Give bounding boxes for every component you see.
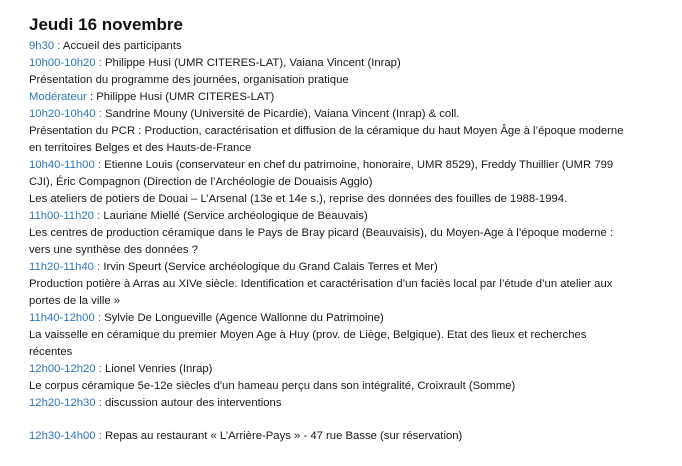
session-description: Les centres de production céramique dans le Pays de Bray picard (Beauvaisis), du Moyen-Age à l’époque moderne : vers une synthèse des données ? xyxy=(29,227,614,256)
session-text: Irvin Speurt (Service archéologique du Grand Calais Terres et Mer) xyxy=(100,261,438,273)
session-time: 10h20-10h40 : xyxy=(29,108,102,120)
session-line xyxy=(29,157,629,191)
session-description: Les ateliers de potiers de Douai – L’Arsenal (13e et 14e s.), reprise des données des fouilles de 1988-1994. xyxy=(29,193,568,205)
day-title: Jeudi 16 novembre xyxy=(29,15,184,34)
session-time: 12h30-14h00 : xyxy=(29,430,102,442)
program-page xyxy=(29,14,669,445)
session-line xyxy=(29,208,669,225)
session-line xyxy=(29,310,669,327)
session-line xyxy=(29,89,669,106)
session-line xyxy=(29,106,669,123)
moderator-label: Modérateur xyxy=(29,91,87,103)
session-time: 10h40-11h00 : xyxy=(29,159,102,171)
session-text: Lauriane Miellé (Service archéologique de Beauvais) xyxy=(100,210,368,222)
session-time: 9h30 : xyxy=(29,40,61,52)
spacer xyxy=(29,412,669,428)
session-description: La vaisselle en céramique du premier Moyen Age à Huy (prov. de Liège, Belgique). Etat des lieux et recherches récentes xyxy=(29,329,587,358)
session-text: discussion autour des interventions xyxy=(101,397,282,409)
session-time: 11h00-11h20 : xyxy=(29,210,101,222)
session-description: Le corpus céramique 5e-12e siècles d'un hameau perçu dans son intégralité, Croixrault (Somme) xyxy=(29,380,516,392)
session-line xyxy=(29,259,669,276)
session-time: 11h20-11h40 : xyxy=(29,261,101,273)
session-time: 10h00-10h20 : xyxy=(29,57,102,69)
session-line xyxy=(29,55,669,72)
session-description: Production potière à Arras au XIVe siècle. Identification et caractérisation d’un faciès local par l’étude d’un atelier aux portes de la ville » xyxy=(29,278,613,307)
session-text: Sylvie De Longueville (Agence Wallonne du Patrimoine) xyxy=(101,312,384,324)
session-time: 12h20-12h30 : xyxy=(29,397,102,409)
session-description: Présentation du programme des journées, organisation pratique xyxy=(29,74,349,86)
session-line xyxy=(29,38,669,55)
session-text: Sandrine Mouny (Université de Picardie), Vaiana Vincent (Inrap) & coll. xyxy=(101,108,460,120)
session-line xyxy=(29,361,669,378)
session-line xyxy=(29,395,669,412)
session-line xyxy=(29,428,669,445)
session-time: 11h40-12h00 : xyxy=(29,312,102,324)
session-time: 12h00-12h20 : xyxy=(29,363,102,375)
session-text: Etienne Louis (conservateur en chef du patrimoine, honoraire, UMR 8529), Freddy Thuillier (UMR 799 CJI), Éric Compagnon (Direction de l’Archéologie de Douaisis Agglo) xyxy=(29,159,614,188)
session-text: Repas au restaurant « L’Arrière-Pays » - 47 rue Basse (sur réservation) xyxy=(101,430,463,442)
session-description: Présentation du PCR : Production, caractérisation et diffusion de la céramique du haut Moyen Âge à l’époque moderne en territoires Belges et des Hauts-de-France xyxy=(29,125,624,154)
session-text: Lionel Venries (Inrap) xyxy=(101,363,213,375)
moderator-name: : Philippe Husi (UMR CITERES-LAT) xyxy=(86,91,275,103)
session-text: Accueil des participants xyxy=(60,40,182,52)
session-text: Philippe Husi (UMR CITERES-LAT), Vaiana Vincent (Inrap) xyxy=(101,57,401,69)
